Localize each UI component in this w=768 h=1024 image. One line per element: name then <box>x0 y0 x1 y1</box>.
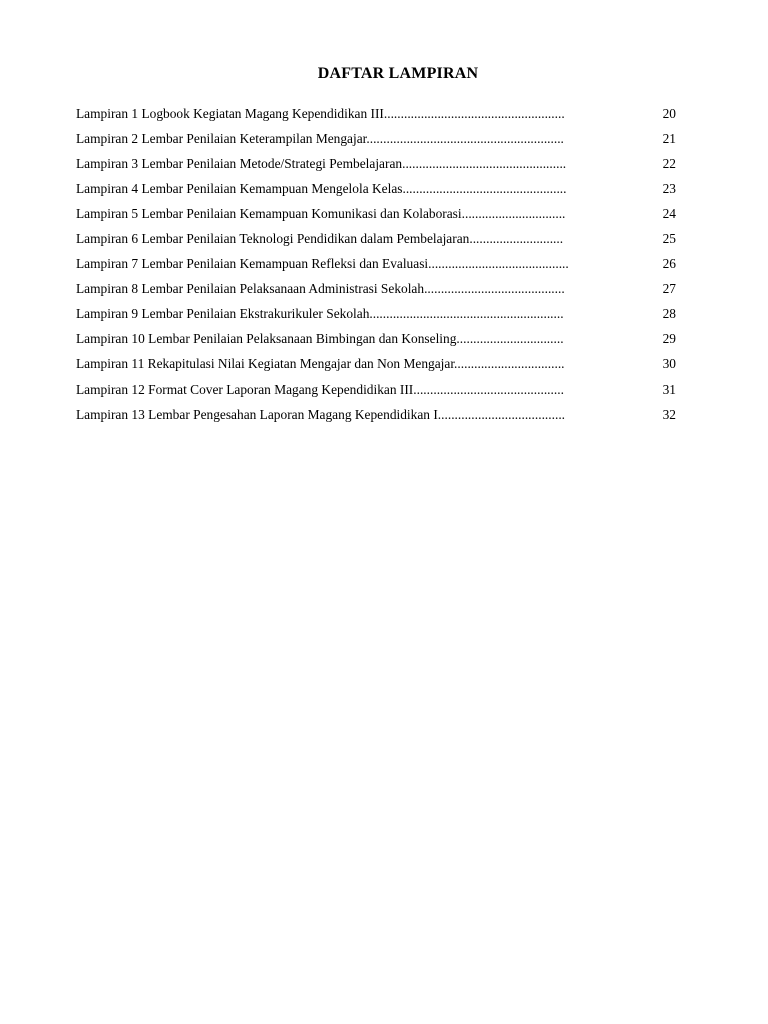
entry-title <box>76 382 640 398</box>
list-item <box>76 252 676 277</box>
entry-page-number: 27 <box>662 281 676 297</box>
dot-leader: ................................................. <box>402 155 567 171</box>
entry-title <box>76 356 640 372</box>
entry-page-number: 25 <box>662 231 676 247</box>
dot-leader: ...................................................... <box>383 105 565 121</box>
dot-leader: .......................................................... <box>369 306 564 322</box>
entry-title <box>76 231 640 247</box>
entry-title <box>76 181 640 197</box>
entry-page-number: 28 <box>662 306 676 322</box>
entry-page-number: 29 <box>662 331 676 347</box>
dot-leader: ............................................. <box>413 381 564 397</box>
entry-text: Lampiran 13 Lembar Pengesahan Laporan Magang Kependidikan I <box>76 406 438 422</box>
dot-leader: ............................ <box>469 231 564 247</box>
entry-page-number: 24 <box>662 205 676 221</box>
entry-text: Lampiran 8 Lembar Penilaian Pelaksanaan Administrasi Sekolah <box>76 281 425 297</box>
entry-text: Lampiran 7 Lembar Penilaian Kemampuan Refleksi dan Evaluasi <box>76 256 429 272</box>
entry-title <box>76 106 640 122</box>
entry-text: Lampiran 1 Logbook Kegiatan Magang Kependidikan III <box>76 105 384 121</box>
entry-text: Lampiran 4 Lembar Penilaian Kemampuan Mengelola Kelas <box>76 180 403 196</box>
entry-title <box>76 256 640 272</box>
list-item <box>76 126 676 151</box>
entry-text: Lampiran 6 Lembar Penilaian Teknologi Pendidikan dalam Pembelajaran <box>76 231 470 247</box>
dot-leader: .......................................... <box>424 281 565 297</box>
list-item <box>76 352 676 377</box>
entry-text: Lampiran 2 Lembar Penilaian Keterampilan Mengajar <box>76 130 367 146</box>
entry-page-number: 22 <box>662 155 676 171</box>
entry-page-number: 21 <box>662 130 676 146</box>
dot-leader: ........................................................... <box>366 130 564 146</box>
appendix-list <box>76 101 676 427</box>
entry-title <box>76 407 640 423</box>
list-item <box>76 151 676 176</box>
entry-title <box>76 206 640 222</box>
list-item <box>76 226 676 251</box>
list-item <box>76 201 676 226</box>
entry-text: Lampiran 11 Rekapitulasi Nilai Kegiatan Mengajar dan Non Mengajar <box>76 356 455 372</box>
entry-page-number: 26 <box>662 256 676 272</box>
entry-title <box>76 306 640 322</box>
list-item <box>76 176 676 201</box>
list-item <box>76 327 676 352</box>
dot-leader: ................................ <box>456 331 564 347</box>
dot-leader: ................................. <box>454 356 565 372</box>
list-item <box>76 377 676 402</box>
entry-page-number: 31 <box>662 381 676 397</box>
page-title: DAFTAR LAMPIRAN <box>317 65 479 82</box>
entry-title <box>76 331 640 347</box>
entry-text: Lampiran 3 Lembar Penilaian Metode/Strategi Pembelajaran <box>76 155 403 171</box>
entry-page-number: 23 <box>662 180 676 196</box>
entry-text: Lampiran 9 Lembar Penilaian Ekstrakurikuler Sekolah <box>76 306 370 322</box>
list-item <box>76 101 676 126</box>
entry-text: Lampiran 12 Format Cover Laporan Magang Kependidikan III <box>76 381 414 397</box>
list-item <box>76 277 676 302</box>
dot-leader: .......................................... <box>428 256 569 272</box>
entry-title <box>76 281 640 297</box>
dot-leader: ................................................. <box>402 180 567 196</box>
entry-page-number: 20 <box>662 105 676 121</box>
dot-leader: ...................................... <box>437 406 566 422</box>
entry-page-number: 32 <box>662 406 676 422</box>
entry-title <box>76 156 640 172</box>
entry-text: Lampiran 5 Lembar Penilaian Kemampuan Komunikasi dan Kolaborasi <box>76 205 462 221</box>
list-item <box>76 402 676 427</box>
entry-text: Lampiran 10 Lembar Penilaian Pelaksanaan Bimbingan dan Konseling <box>76 331 457 347</box>
entry-title <box>76 131 640 147</box>
list-item <box>76 302 676 327</box>
entry-page-number: 30 <box>662 356 676 372</box>
dot-leader: ............................... <box>461 205 566 221</box>
